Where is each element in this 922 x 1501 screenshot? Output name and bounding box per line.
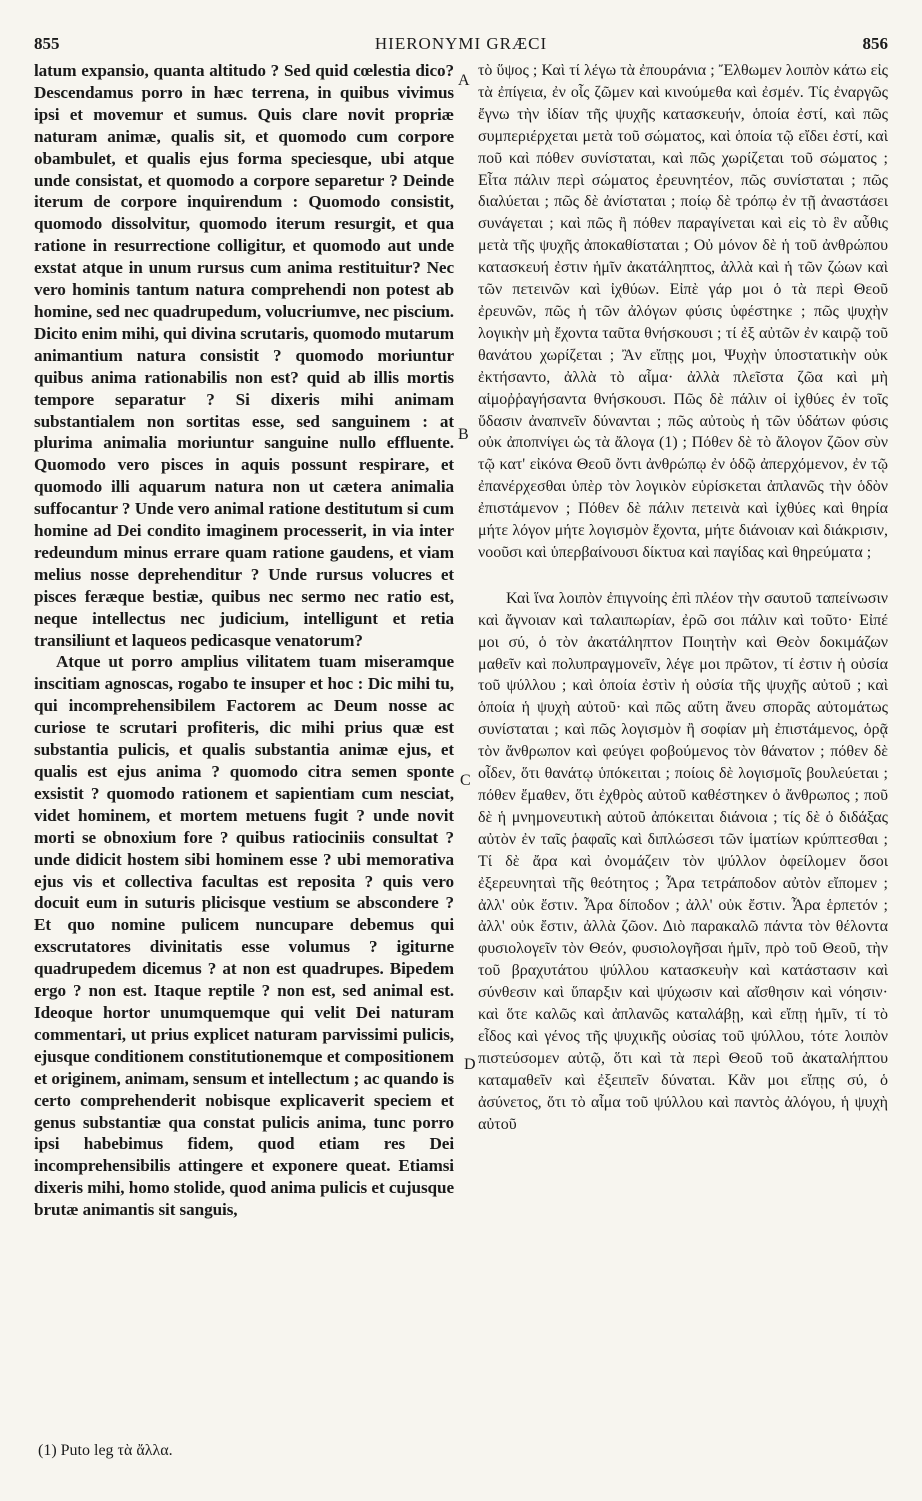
section-marker-c: C [460,772,471,789]
greek-paragraph-1: τὸ ὕψος ; Καὶ τί λέγω τὰ ἐπουράνια ; Ἔλθωμεν λοιπὸν κάτω εἰς τὰ ἐπίγεια, ἐν οἷς ζῶμεν καὶ κινούμεθα καὶ ἐσμέν. Τίς ἐναργῶς ἔγνω τὴν ἰδίαν τῆς ψυχῆς κατασκευήν, ὁποία ἐστί, καὶ πῶς συμπεριέρχεται μετὰ τοῦ σώματος, καὶ ὁποία τῷ εἴδει ἐστί, καὶ ποῦ καὶ πόθεν συνίσταται, καὶ πῶς χωρίζεται τοῦ σώματος ; Εἶτα πάλιν περὶ σώματος ἐρευνητέον, πῶς συνίσταται ; πῶς διαλύεται ; πῶς δὲ ἀνίσταται ; ποίῳ δὲ τρόπῳ ἐν τῇ ἀναστάσει συνάγεται ; καὶ πῶς ἢ πόθεν παραγίνεται καὶ εἰς τὸ ἓν αὖθις μετὰ τῆς ψυχῆς ἀποκαθίσταται ; Οὐ μόνον δὲ ἡ τοῦ ἀνθρώπου κατασκευή ἐστιν ἡμῖν ἀκατάληπτος, ἀλλὰ καὶ ἡ τῶν ζώων καὶ τῶν πετεινῶν καὶ ἰχθύων. Εἰπὲ γάρ μοι ὁ τὰ περὶ Θεοῦ ἐρευνῶν, πῶς ἡ τῶν ἀλόγων φύσις ὑφέστηκε ; πῶς ψυχὴν λογικὴν μὴ ἔχοντα ταῦτα θνήσκουσι ; τί ἐξ αὐτῶν ἐν καιρῷ τοῦ θανάτου χωρίζεται ; Ἂν εἴπῃς μοι, Ψυχὴν ὑποστατικὴν οὐκ ἐκτήσαντο, ἀλλὰ τὸ αἷμα· ἀλλὰ πλεῖστα ζῶα καὶ μὴ αἱμοῤῥαγήσαντα θνήσκουσι. Πῶς δὲ πάλιν οἱ ἰχθύες ἐν τοῖς ὕδασιν ἀναπνεῖν δύνανται ; πῶς αὐτοὺς ἡ τῶν ὑδάτων φύσις οὐκ ἀποπνίγει ὡς τὰ ἄλογα (1) ; Πόθεν δὲ τὸ ἄλογον ζῶον σὺν τῷ κατ' εἰκόνα Θεοῦ ὄντι ἀνθρώπῳ ἐν ὁδῷ ἀπερχόμενον, ἐν τῷ ἐπανέρχεσθαι ὑπὲρ τὸν λογικὸν εὑρίσκεται ἀπλανῶς τὴν ὁδὸν ἐπιστάμενον ; Πόθεν δὲ πάλιν πετεινὰ καὶ ἰχθύες καὶ θηρία μήτε λόγον μήτε λογισμὸν ἔχοντα, μήτε διάνοιαν καὶ διάκρισιν, νοοῦσι καὶ ὑπερβαίνουσι δίκτυα καὶ παγίδας καὶ θηρεύματα ; [478,62,888,561]
section-marker-b: B [458,426,469,443]
page-number-right: 856 [862,34,888,53]
section-marker-a: A [458,72,470,89]
latin-paragraph-2: Atque ut porro amplius vilitatem tuam miseramque inscitiam agnoscas, rogabo te insuper et hoc : Dic mihi tu, qui incomprehensibilem Factorem ac Deum nosse ac curiose te scrutari profiteris, dic mihi prius quæ est substantia pulicis, et qualis substantia animæ ejus, et qualis est ejus anima ? quomodo citra semen sponte exsistit ? quomodo rationem et sapientiam cum nesciat, videt hominem, et mortem metuens fugit ? unde novit morti se obnoxium fore ? quibus ratiociniis consultat ? unde didicit hostem sibi hominem esse ? ubi memorativa ejus vis et collectiva facultas est reposita ? quis vero docuit eum in suturis plicisque vestium se abscondere ? Et quo nomine pulicem nuncupare debemus qui exscrutatores divinitatis esse volumus ? igiturne quadrupedem dicemus ? at non est quadrupes. Bipedem ergo ? non est. Itaque reptile ? non est, sed animal est. Ideoque hortor unumquemque qui velit Dei naturam commentari, ut prius explicet naturam parvissimi pulicis, ejusque conditionem constitutionemque et compositionem et originem, animam, sensum et intellectum ; ac quando is certo comprehenderit nobisque explicaverit speciem et genus substantiæ qua constat pulicis anima, tunc porro ipsi habebimus fidem, quod etiam res Dei incomprehensibilis attingere et exponere queat. Etiamsi dixeris mihi, homo stolide, quod anima pulicis et cujusque brutæ animantis sit sanguis, [34,652,454,1220]
greek-column [478,60,888,1136]
latin-paragraph-1: latum expansio, quanta altitudo ? Sed quid cœlestia dico? Descendamus porro in hæc terrena, in quibus vivimus ipsi et movemur et sumus. Quis clare novit propriæ naturam animæ, qualis sit, et quomodo cum corpore obambulet, et qualis ejus forma speciesque, ubi atque unde consistat, et quomodo a corpore separetur ? Deinde iterum de corpore inquirendum : Quomodo consistit, quomodo dissolvitur, quomodo iterum resurgit, et qua ratione in resurrectione colligitur, et quomodo aut unde exstat atque in unum rursus cum anima restituitur? Nec vero hominis tantum natura comprehendi non potest ab homine, sed nec quadrupedum, volucriumve, nec piscium. Dicito enim mihi, qui divina scrutaris, quomodo mutarum animantium natura consistit ? quomodo moriuntur quibus anima rationabilis non est? quid ab illis mortis tempore separatur ? Si dixeris mihi animam substantialem non sortitas esse, sed sanguinem : at plurima animalia moriuntur sanguine nullo effluente. Quomodo vero pisces in aquis possunt respirare, et quomodo illi aquarum natura non ut cætera animalia suffocantur ? Unde vero animal ratione destitutum si cum homine ad Dei condito imaginem processerit, in via inter redeundum minus errare quam ratione gaudens, et viam melius nosse deprehenditur ? Unde rursus volucres et pisces feræque bestiæ, quibus nec sermo nec ratio est, neque intellectus nec judicium, intelligunt et retia transiliunt et laqueos pedicasque venatorum? [34,61,454,650]
page-number-left: 855 [34,34,60,53]
section-marker-d: D [464,1056,476,1073]
latin-column [34,60,454,1221]
greek-paragraph-2: Καὶ ἵνα λοιπὸν ἐπιγνοίης ἐπὶ πλέον τὴν σαυτοῦ ταπείνωσιν καὶ ἄγνοιαν καὶ ταλαιπωρίαν, ἐρῶ σοι πάλιν καὶ τοῦτο· Εἰπέ μοι σύ, ὁ τὸν ἀκατάληπτον Ποιητὴν καὶ Θεὸν δοκιμάζων μαθεῖν καὶ πολυπραγμονεῖν, λέγε μοι πρῶτον, τί ἐστιν ἡ οὐσία τοῦ ψύλλου ; καὶ ὁποία ἐστὶν ἡ οὐσία τῆς ψυχῆς αὐτοῦ ; καὶ ὁποία ἡ ψυχὴ αὐτοῦ· καὶ πῶς αὕτη ἄνευ σπορᾶς αὐτομάτως συνίσταται ; καὶ πῶς λογισμὸν ἢ σοφίαν μὴ ἐπιστάμενος, ὁρᾷ τὸν ἄνθρωπον καὶ φεύγει φοβούμενος τὸν θάνατον ; πόθεν δὲ οἶδεν, ὅτι θανάτῳ ὑπόκειται ; ποίοις δὲ λογισμοῖς βουλεύεται ; πόθεν ἔμαθεν, ὅτι ἐχθρὸς αὐτοῦ καθέστηκεν ὁ ἄνθρωπος ; ποῦ δὲ ἡ μνημονευτικὴ αὐτοῦ ἀπόκειται διάνοια ; τίς δὲ ὁ διδάξας αὐτὸν ἐν ταῖς ῥαφαῖς καὶ διπλώσεσι τῶν ἱματίων κρύπτεσθαι ; Τί δὲ ἄρα καὶ ὀνομάζειν τὸν ψύλλον ὀφείλομεν ὅσοι ἐξερευνηταὶ τῆς θεότητος ; Ἆρα τετράποδον αὐτὸν εἴπομεν ; ἀλλ' οὐκ ἔστιν. Ἆρα δίποδον ; ἀλλ' οὐκ ἔστιν. Ἆρα ἑρπετόν ; ἀλλ' οὐκ ἔστιν, ἀλλὰ ζῶον. Διὸ παρακαλῶ πάντα τὸν θέλοντα φυσιολογεῖν τὸν Θεόν, φυσιολογῆσαι ἡμῖν, πρὸ τοῦ Θεοῦ, τὴν τοῦ βραχυτάτου ψύλλου κατασκευὴν καὶ κατάστασιν καὶ σύνθεσιν καὶ ὕπαρξιν καὶ ψύχωσιν καὶ αἴσθησιν καὶ νόησιν· καὶ ὅτε καλῶς καὶ ἀπλανῶς καταλάβῃ, καὶ εἴπῃ ἡμῖν, τί τὸ εἶδος καὶ γένος τῆς ψυχικῆς οὐσίας τοῦ ψύλλου, τότε λοιπὸν πιστεύσομεν αὐτῷ, ὅτι καὶ τὰ περὶ Θεοῦ τοῦ ἀκαταλήπτου καταμαθεῖν καὶ ἐξειπεῖν δύναται. Κἂν μοι εἴπῃς σύ, ὁ ἀσύνετος, ὅτι τὸ αἷμα τοῦ ψύλλου καὶ παντὸς ἀλόγου, ἡ ψυχὴ αὐτοῦ [478,589,888,1133]
page-header [34,34,888,56]
footnote: (1) Puto leg τὰ ἄλλα. [38,1442,173,1459]
running-title: HIERONYMI GRÆCI [374,34,548,53]
